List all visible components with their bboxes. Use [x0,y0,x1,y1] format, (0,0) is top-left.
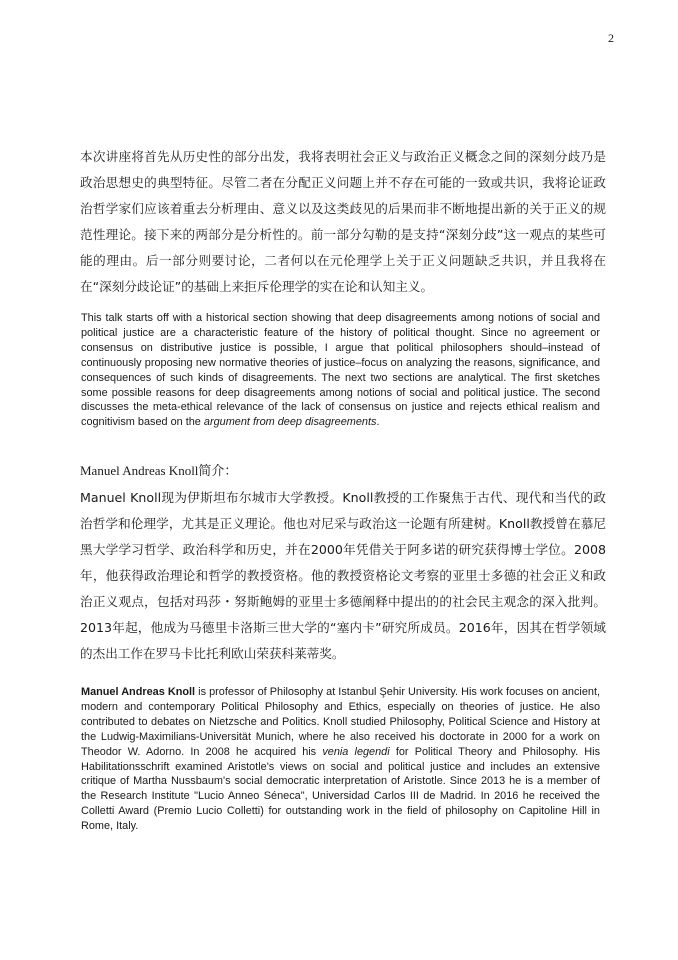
bio-english-text-1: is professor of Philosophy at Istanbul Şehir University. His work focuses on ancient, modern and contemporary Political Philosophy and Ethics, especially on theories of justice. He also contributed to debates on Nietzsche and Politics. Knoll studied Philosophy, Political Science and History at the Ludwig-Maximilians-Universität Munich, where he also received his doctorate in 2000 for a work on Theodor W. Adorno. In 2008 he acquired his [81,686,600,758]
bio-heading: Manuel Andreas Knoll简介： [80,463,238,478]
abstract-english-italic: argument from deep disagreements [203,416,377,429]
abstract-english [81,311,600,430]
abstract-english-end: . [376,416,380,429]
page-number: 2 [608,31,614,45]
bio-english-text-2: for Political Theory and Philosophy. His Habilitationsschrift examined Aristotle's views on social and political justice and includes an extensive critique of Martha Nussbaum's social democratic interpretation of Aristotle. Since 2013 he is a member of the Research Institute "Lucio Anneo Séneca", Universidad Carlos III de Madrid. In 2016 he received the Colletti Award (Premio Lucio Colletti) for outstanding work in the field of philosophy on Capitoline Hill in Rome, Italy. [81,745,601,833]
bio-english [81,685,600,834]
bio-english-italic: venia legendi [322,745,390,758]
bio-chinese: Manuel Knoll现为伊斯坦布尔城市大学教授。Knoll教授的工作聚焦于古代、现代和当代的政治哲学和伦理学，尤其是正义理论。他也对尼采与政治这一论题有所建树。Knoll教授曾在慕尼黑大学学习哲学、政治科学和历史，并在2000年凭借关于阿多诺的研究获得博士学位。2008年，他获得政治理论和哲学的教授资格。他的教授资格论文考察的亚里士多德的社会正义和政治正义观点，包括对玛莎・努斯鲍姆的亚里士多德阐释中提出的的社会民主观念的深入批判。2013年起，他成为马德里卡洛斯三世大学的“塞内卡”研究所成员。2016年，因其在哲学领域的杰出工作在罗马卡比托利欧山荣获科莱蒂奖。 [80,490,606,661]
abstract-chinese: 本次讲座将首先从历史性的部分出发，我将表明社会正义与政治正义概念之间的深刻分歧乃是政治思想史的典型特征。尽管二者在分配正义问题上并不存在可能的一致或共识，我将论证政治哲学家们应该着重去分析理由、意义以及这类歧见的后果而非不断地提出新的关于正义的规范性理论。接下来的两部分是分析性的。前一部分勾勒的是支持“深刻分歧”这一观点的某些可能的理由。后一部分则要讨论，二者何以在元伦理学上关于正义问题缺乏共识，并且我将在在“深刻分歧论证”的基础上来拒斥伦理学的实在论和认知主义。 [80,149,606,294]
abstract-english-text: This talk starts off with a historical section showing that deep disagreements among notions of social and political justice are a characteristic feature of the history of political thought. Since no agreement or consensus on distributive justice is possible, I argue that political philosophers should–instead of continuously proposing new normative theories of justice–focus on analyzing the reasons, significance, and consequences of such kinds of disagreements. The next two sections are analytical. The first sketches some possible reasons for deep disagreements among notions of social and political justice. The second discusses the meta-ethical relevance of the lack of consensus on justice and rejects ethical realism and cognitivism based on the [81,312,600,429]
bio-english-name: Manuel Andreas Knoll [81,686,196,698]
